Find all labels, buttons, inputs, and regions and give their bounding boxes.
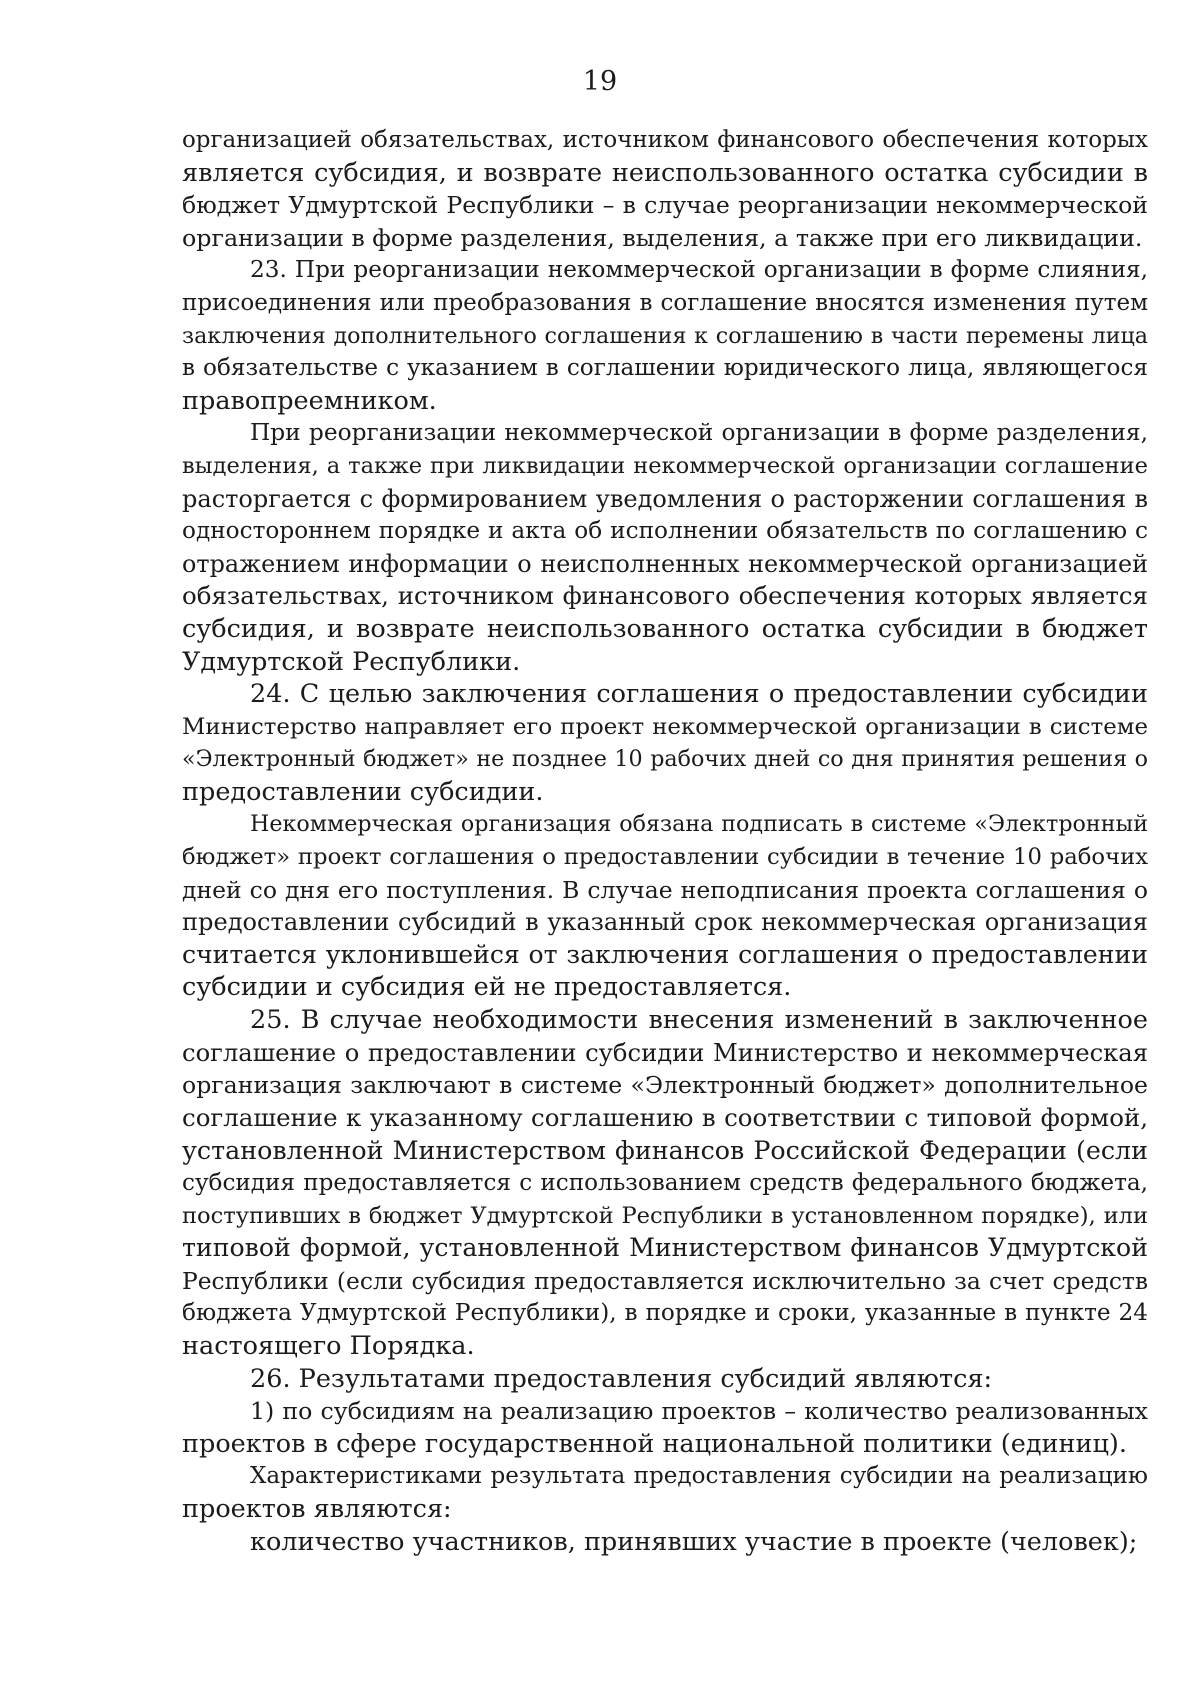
text-line: соглашение к указанному соглашению в соответствии с типовой формой, xyxy=(182,1102,1148,1132)
text-line: обязательствах, источником финансового обеспечения которых является xyxy=(182,581,1148,611)
text-line: субсидия, и возврате неиспользованного остатка субсидии в бюджет xyxy=(182,613,1148,644)
text-line: количество участников, принявших участие в проекте (человек); xyxy=(250,1526,1138,1557)
text-line: дней со дня его поступления. В случае неподписания проекта соглашения о xyxy=(182,875,1148,904)
text-line: 1) по субсидиям на реализацию проектов – количество реализованных xyxy=(250,1397,1148,1426)
text-line: Министерство направляет его проект некоммерческой организации в системе xyxy=(182,713,1148,740)
text-line: бюджет Удмуртской Республики – в случае реорганизации некоммерческой xyxy=(182,191,1148,220)
text-line: Удмуртской Республики. xyxy=(182,646,521,677)
text-line: считается уклонившейся от заключения соглашения о предоставлении xyxy=(182,939,1148,969)
text-line: организацией обязательствах, источником финансового обеспечения которых xyxy=(182,127,1148,153)
text-line: проектов в сфере государственной национальной политики (единиц). xyxy=(182,1428,1127,1459)
text-line: одностороннем порядке и акта об исполнении обязательств по соглашению с xyxy=(182,517,1148,545)
text-line: типовой формой, установленной Министерством финансов Удмуртской xyxy=(182,1233,1148,1263)
text-line: Некоммерческая организация обязана подписать в системе «Электронный xyxy=(250,811,1148,838)
text-line: Республики (если субсидия предоставляется исключительно за счет средств xyxy=(182,1266,1148,1295)
text-line: 23. При реорганизации некоммерческой организации в форме слияния, xyxy=(250,257,1148,284)
text-line: поступивших в бюджет Удмуртской Республики в установленном порядке), или xyxy=(182,1202,1148,1229)
text-line: настоящего Порядка. xyxy=(182,1330,475,1361)
text-line: соглашение о предоставлении субсидии Министерство и некоммерческая xyxy=(182,1038,1148,1067)
text-line: организация заключают в системе «Электронный бюджет» дополнительное xyxy=(182,1071,1148,1100)
text-line: предоставлении субсидий в указанный срок некоммерческая организация xyxy=(182,908,1148,937)
text-line: субсидии и субсидия ей не предоставляется. xyxy=(182,972,792,1003)
text-line: 25. В случае необходимости внесения изменений в заключенное xyxy=(250,1005,1148,1036)
text-line: расторгается с формированием уведомления о расторжении соглашения в xyxy=(182,484,1148,513)
text-line: проектов являются: xyxy=(182,1493,452,1524)
text-line: выделения, а также при ликвидации некоммерческой организации соглашение xyxy=(182,452,1148,479)
document-body xyxy=(182,124,1148,1558)
page-number: 19 xyxy=(582,66,618,97)
text-line: установленной Министерством финансов Российской Федерации (если xyxy=(182,1135,1148,1166)
text-line: Характеристиками результата предоставления субсидии на реализацию xyxy=(250,1463,1148,1490)
text-line: 26. Результатами предоставления субсидий являются: xyxy=(250,1363,993,1394)
text-line: организации в форме разделения, выделения, а также при его ликвидации. xyxy=(182,223,1143,252)
text-line: присоединения или преобразования в соглашение вносятся изменения путем xyxy=(182,289,1148,316)
text-line: заключения дополнительного соглашения к соглашению в части перемены лица xyxy=(182,322,1148,349)
text-line: бюджета Удмуртской Республики), в порядке и сроки, указанные в пункте 24 xyxy=(182,1299,1148,1327)
text-line: правопреемником. xyxy=(182,385,437,416)
text-line: 24. С целью заключения соглашения о предоставлении субсидии xyxy=(250,679,1148,710)
text-line: субсидия предоставляется с использованием средств федерального бюджета, xyxy=(182,1170,1148,1196)
text-line: является субсидия, и возврате неиспользованного остатка субсидии в xyxy=(182,157,1148,188)
text-line: «Электронный бюджет» не позднее 10 рабочих дней со дня принятия решения о xyxy=(182,746,1148,773)
text-line: отражением информации о неисполненных некоммерческой организацией xyxy=(182,549,1148,578)
text-line: бюджет» проект соглашения о предоставлении субсидии в течение 10 рабочих xyxy=(182,844,1148,871)
text-line: предоставлении субсидии. xyxy=(182,776,544,807)
text-line: в обязательстве с указанием в соглашении юридического лица, являющегося xyxy=(182,355,1148,382)
text-line: При реорганизации некоммерческой организации в форме разделения, xyxy=(250,419,1148,447)
